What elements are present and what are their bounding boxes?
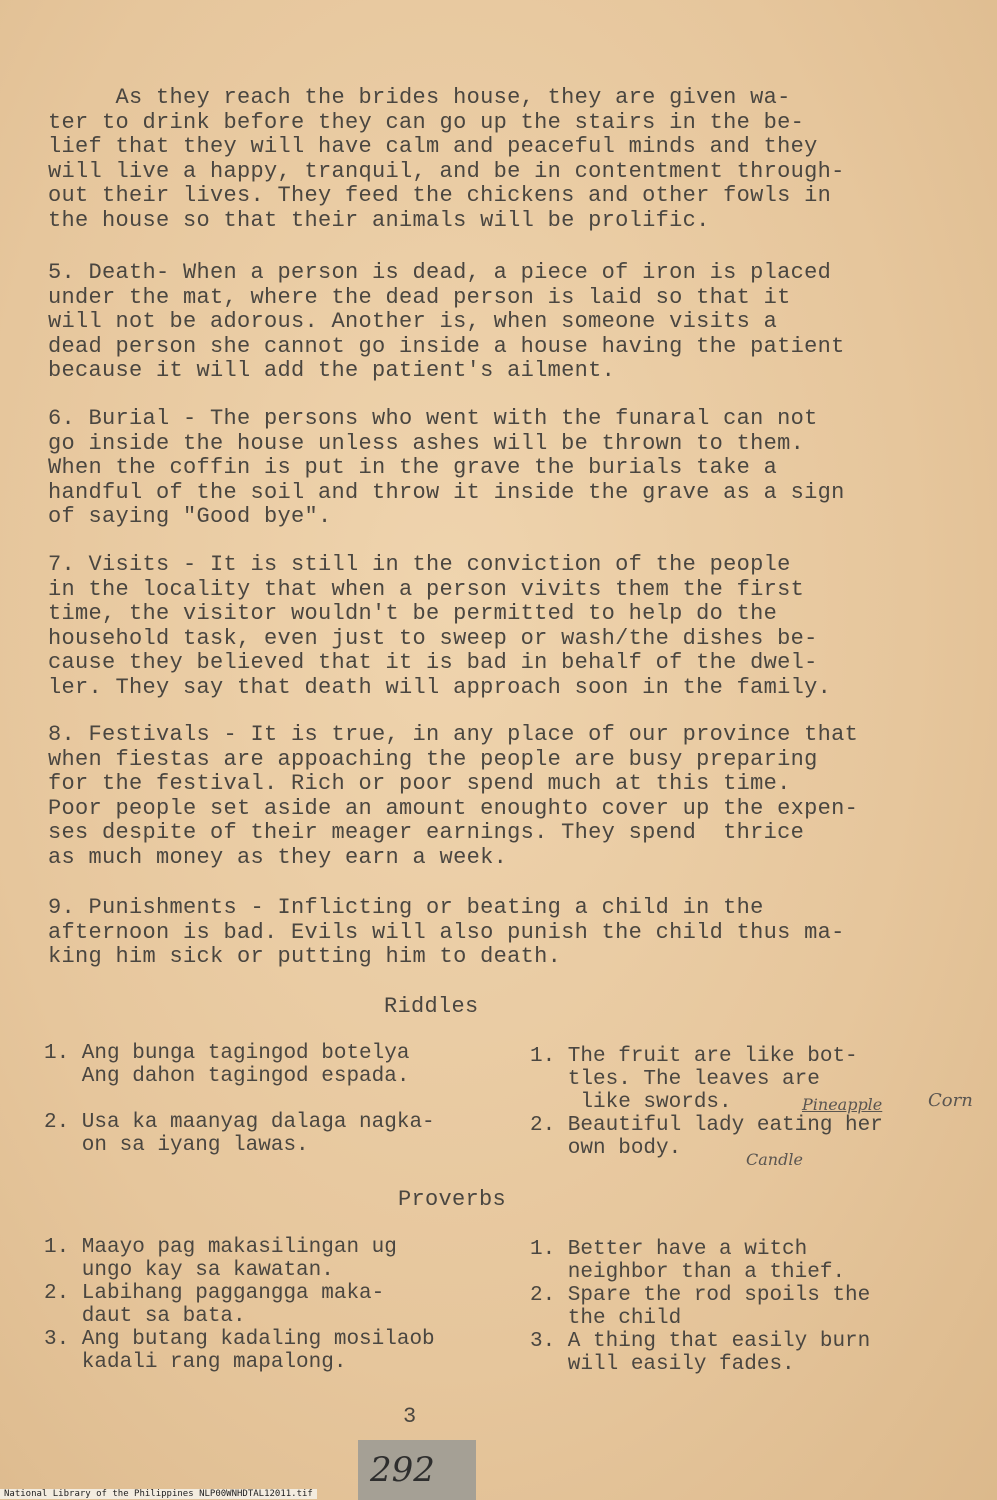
intro-paragraph: As they reach the brides house, they are given wa- ter to drink before they can go up the stairs in the be- lief that they will have calm and peaceful minds and they will live a happy, tranquil, and be in contentment through- out their lives. They feed the chickens and other fowls in the house so that their animals will be prolific.	[48, 85, 845, 233]
visits-paragraph: 7. Visits - It is still in the conviction of the people in the locality that when a person vivits them the first time, the visitor wouldn't be permitted to help do the household task, even just to sweep or wash/the dishes be- cause they believed that it is bad in behalf of the dwel- ler. They say that death will approach soon in the family.	[48, 552, 832, 700]
scan-footer: National Library of the Philippines NLP00WNHDTAL12011.tif	[0, 1489, 317, 1499]
page-number: 3	[403, 1404, 417, 1429]
stamp-number: 292	[370, 1450, 435, 1490]
handwritten-note-candle: Candle	[746, 1150, 803, 1169]
handwritten-note-corn: Corn	[928, 1090, 973, 1111]
handwritten-note-pineapple: Pineapple	[802, 1095, 883, 1114]
proverbs-native-column: 1. Maayo pag makasilingan ug ungo kay sa kawatan. 2. Labihang paggangga maka- daut sa bata. 3. Ang butang kadaling mosilaob kadali rang mapalong.	[44, 1236, 435, 1374]
punishments-paragraph: 9. Punishments - Inflicting or beating a child in the afternoon is bad. Evils will also punish the child thus ma- king him sick or putting him to death.	[48, 895, 845, 969]
proverbs-heading: Proverbs	[398, 1187, 507, 1212]
riddles-native-column: 1. Ang bunga tagingod botelya Ang dahon tagingod espada. 2. Usa ka maanyag dalaga nagka- on sa iyang lawas.	[44, 1042, 435, 1157]
proverbs-english-column: 1. Better have a witch neighbor than a thief. 2. Spare the rod spoils the the child 3. A thing that easily burn will easily fades.	[530, 1238, 871, 1376]
riddles-english-column: 1. The fruit are like bot- tles. The leaves are like swords. 2. Beautiful lady eating her own body.	[530, 1045, 883, 1160]
death-paragraph: 5. Death- When a person is dead, a piece of iron is placed under the mat, where the dead person is laid so that it will not be adorous. Another is, when someone visits a dead person she cannot go inside a house having the patient because it will add the patient's ailment.	[48, 260, 845, 383]
riddles-heading: Riddles	[384, 994, 479, 1019]
festivals-paragraph: 8. Festivals - It is true, in any place of our province that when fiestas are appoaching the people are busy preparing for the festival. Rich or poor spend much at this time. Poor people set aside an amount enoughto cover up the expen- ses despite of their meager earnings. They spend thrice as much money as they earn a week.	[48, 722, 859, 870]
burial-paragraph: 6. Burial - The persons who went with the funaral can not go inside the house unless ashes will be thrown to them. When the coffin is put in the grave the burials take a handful of the soil and throw it inside the grave as a sign of saying "Good bye".	[48, 406, 845, 529]
